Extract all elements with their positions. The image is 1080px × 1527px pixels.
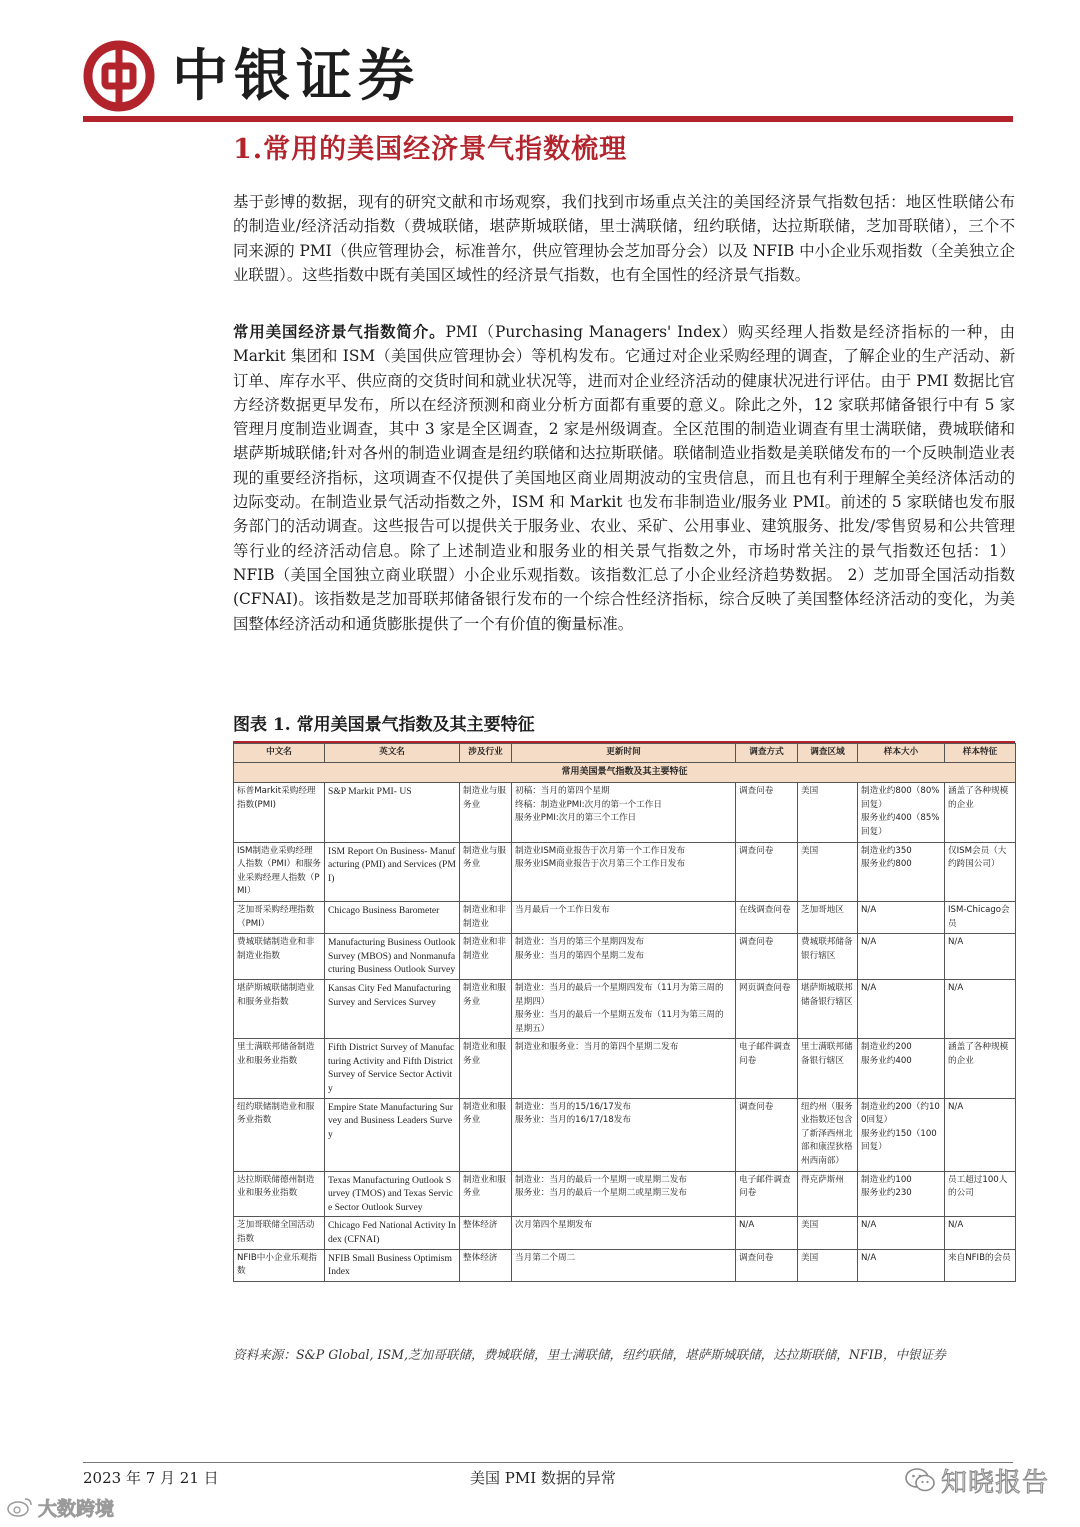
cell-line: 纽约州（服务业指数还包含了新泽西州北部和康涅狄格州西南部） [801,1101,853,1167]
cell-line: 制造业ISM商业报告于次月第一个工作日发布 [515,845,686,856]
cell-industry [460,901,512,933]
cell-line: Chicago Fed National Activity Index (CFNAI) [328,1220,456,1245]
cell-chinese-name [234,1217,325,1249]
cell-line: 服务业：当月的第四个星期二发布 [515,950,644,961]
cell-line: 网页调查问卷 [739,982,791,993]
paragraph-lead: 常用美国经济景气指数简介。 [233,323,446,341]
cell-line: 在线调查问卷 [739,904,791,915]
cell-line: 堪萨斯城联邦储备银行辖区 [801,982,853,1007]
cell-line: Kansas City Fed Manufacturing Survey and Services Survey [328,982,451,1008]
bank-of-china-logo-icon [83,40,155,112]
cell-sample-feature [945,1217,1016,1249]
cell-line: 里士满联邦储备制造业和服务业指数 [237,1042,315,1066]
cell-industry [460,979,512,1038]
cell-line: 制造业和服务业 [463,1042,506,1066]
cell-chinese-name [234,934,325,980]
cell-line: 制造业与服务业 [463,845,506,870]
column-header: 样本特征 [945,744,1016,763]
cell-line: 芝加哥地区 [801,904,844,915]
figure-title: 图表 1. 常用美国景气指数及其主要特征 [233,715,535,735]
paragraph-body: PMI（Purchasing Managers' Index）购买经理人指数是经济指标的一种，由 Markit 集团和 ISM（美国供应管理协会）等机构发布。它通过对企业采购经理的调查，了解企业的生产活动、新订单、库存水平、供应商的交货时间和就业状况等，进而对企业经济活动的健康状况进行评估。由于 PMI 数据比官方经济数据更早发布，所以在经济预测和商业分析方面都有重要的意义。除此之外，12 家联邦储备银行中有 5 家管理月度制造业调查，其中 3 家是全区调查，2 家是州级调查。全区范围的制造业调查有里士满联储，费城联储和堪萨斯城联储;针对各州的制造业调查是纽约联储和达拉斯联储。联储制造业指数是美联储发布的一个反映制造业表现的重要经济指标，这项调查不仅提供了美国地区商业周期波动的宝贵信息，而且也有利于理解全美经济体活动的边际变动。在制造业景气活动指数之外，ISM 和 Markit 也发布非制造业/服务业 PMI。前述的 5 家联储也发布服务部门的活动调查。这些报告可以提供关于服务业、农业、采矿、公用事业、建筑服务、批发/零售贸易和公共管理等行业的经济活动信息。除了上述制造业和服务业的相关景气指数之外，市场时常关注的景气指数还包括：1）NFIB（美国全国独立商业联盟）小企业乐观指数。该指数汇总了小企业经济趋势数据。 2）芝加哥全国活动指数(CFNAI)。该指数是芝加哥联邦储备银行发布的一个综合性经济指标，综合反映了美国整体经济活动的变化，为美国整体经济活动和通货膨胀提供了一个有价值的衡量标准。 [233,323,1015,633]
cell-english-name [325,901,460,933]
cell-english-name [325,979,460,1038]
cell-sample-feature [945,1039,1016,1098]
cell-line: 调查问卷 [739,937,774,948]
cell-line: 芝加哥联储全国活动指数 [237,1220,315,1244]
table-row [234,1098,1016,1171]
cell-survey-region [798,1217,858,1249]
cell-line: Fifth District Survey of Manufacturing Activity and Fifth District Survey of Service Sector Activity [328,1042,455,1095]
cell-line: 电子邮件调查问卷 [739,1042,791,1066]
cell-survey-region [798,783,858,842]
cell-line: 制造业约350 [861,845,912,856]
cell-survey-method [736,842,798,901]
cell-line: 制造业：当月的15/16/17发布 [515,1101,631,1112]
cell-line: 服务业：当月的最后一个星期五发布（11月为第三周的星期五） [515,1010,724,1034]
cell-line: 制造业约200（约100回复） [861,1101,940,1126]
cell-line: 涵盖了各种规模的企业 [948,1042,1009,1066]
cell-line: 制造业：当月的最后一个星期一或星期二发布 [515,1174,687,1185]
cell-sample-feature [945,979,1016,1038]
cell-survey-region [798,1098,858,1171]
cell-update-time [512,842,736,901]
header-divider [83,116,1013,122]
cell-line: 仅ISM会员（大约跨国公司） [948,845,1007,870]
cell-update-time [512,934,736,980]
cell-survey-method [736,934,798,980]
cell-industry [460,934,512,980]
cell-line: 整体经济 [463,1252,498,1263]
cell-update-time [512,1217,736,1249]
cell-survey-method [736,1217,798,1249]
cell-line: 费城联邦储备银行辖区 [801,937,853,961]
column-header: 样本大小 [858,744,945,763]
column-header: 涉及行业 [460,744,512,763]
weibo-icon [6,1496,34,1518]
cell-survey-region [798,1039,858,1098]
cell-update-time [512,1098,736,1171]
cell-line: NFIB Small Business Optimism Index [328,1252,452,1278]
cell-survey-region [798,842,858,901]
cell-line: 服务业：当月的最后一个星期二或星期三发布 [515,1188,687,1199]
intro-paragraph: 基于彭博的数据，现有的研究文献和市场观察，我们找到市场重点关注的美国经济景气指数包括：地区性联储公布的制造业/经济活动指数（费城联储，堪萨斯城联储，里士满联储，纽约联储，达拉斯联储，芝加哥联储），三个不同来源的 PMI（供应管理协会，标准普尔，供应管理协会芝加哥分会）以及 NFIB 中小企业乐观指数（全美独立企业联盟）。这些指数中既有美国区域性的经济景气指数，也有全国性的经济景气指数。 [233,193,1015,284]
table-row [234,842,1016,901]
cell-line: N/A [739,1220,755,1231]
cell-line: Manufacturing Business Outlook Survey (MBOS) and Nonmanufacturing Business Outlook Survey [328,937,456,976]
cell-line: 服务业约400（85%回复） [861,813,940,837]
table-row [234,934,1016,980]
cell-update-time [512,979,736,1038]
cell-english-name [325,1039,460,1098]
cell-sample-size [858,1249,945,1281]
cell-line: ISM制造业采购经理人指数（PMI）和服务业采购经理人指数（PMI） [237,845,321,897]
cell-line: 服务业约400 [861,1055,912,1066]
cell-line: 制造业约100 [861,1174,912,1185]
wechat-icon [905,1467,935,1493]
cell-line: 制造业约200 [861,1042,912,1053]
cell-line: 服务业约230 [861,1188,912,1199]
cell-line: 电子邮件调查问卷 [739,1174,791,1199]
cell-line: N/A [861,1252,877,1263]
cell-survey-region [798,901,858,933]
cell-english-name [325,934,460,980]
cell-line: Empire State Manufacturing Survey and Business Leaders Survey [328,1101,453,1140]
cell-line: 服务业约800 [861,859,912,870]
cell-line: 美国 [801,786,819,797]
cell-line: NFIB中小企业乐观指数 [237,1252,317,1277]
cell-line: N/A [948,1220,964,1231]
cell-chinese-name [234,1098,325,1171]
cell-english-name [325,842,460,901]
cell-update-time [512,1171,736,1217]
table-row [234,1039,1016,1098]
table-row [234,979,1016,1038]
cell-line: 涵盖了各种规模的企业 [948,786,1009,810]
watermark-text: 大数跨境 [38,1497,115,1520]
cell-survey-method [736,979,798,1038]
cell-line: 标普Markit采购经理指数(PMI) [237,786,316,810]
cell-sample-size [858,934,945,980]
cell-industry [460,1249,512,1281]
report-header [0,0,1080,125]
cell-sample-feature [945,1098,1016,1171]
cell-survey-region [798,1249,858,1281]
cell-industry [460,1098,512,1171]
table-row [234,783,1016,842]
cell-line: 当月第二个周二 [515,1252,576,1263]
cell-line: 制造业和服务业：当月的第四个星期二发布 [515,1042,679,1053]
table-row [234,1217,1016,1249]
cell-sample-size [858,842,945,901]
cell-sample-size [858,1098,945,1171]
cell-line: Chicago Business Barometer [328,904,440,916]
cell-chinese-name [234,842,325,901]
cell-survey-region [798,1171,858,1217]
cell-line: N/A [861,982,877,993]
cell-update-time [512,1249,736,1281]
cell-line: N/A [948,937,964,948]
cell-line: 员工超过100人的公司 [948,1174,1008,1199]
cell-line: 芝加哥采购经理指数（PMI） [237,904,315,929]
cell-survey-region [798,934,858,980]
cell-line: N/A [861,1220,877,1231]
cell-line: 费城联储制造业和非制造业指数 [237,937,315,961]
cell-update-time [512,783,736,842]
cell-line: 制造业与服务业 [463,786,506,810]
cell-chinese-name [234,1039,325,1098]
cell-survey-method [736,1171,798,1217]
table-caption: 常用美国景气指数及其主要特征 [234,762,1016,783]
cell-line: 制造业和非制造业 [463,937,506,961]
cell-update-time [512,901,736,933]
cell-survey-method [736,1098,798,1171]
cell-sample-feature [945,783,1016,842]
cell-line: 当月最后一个工作日发布 [515,904,610,915]
cell-line: 服务业PMI:次月的第三个工作日 [515,813,637,824]
cell-survey-method [736,901,798,933]
cell-sample-size [858,979,945,1038]
table-row [234,901,1016,933]
source-note: 资料来源：S&P Global, ISM,芝加哥联储，费城联储，里士满联储，纽约联储，堪萨斯城联储，达拉斯联储，NFIB，中银证券 [233,1347,946,1362]
cell-sample-feature [945,1171,1016,1217]
cell-industry [460,842,512,901]
cell-survey-method [736,1039,798,1098]
section-title: 1.常用的美国经济景气指数梳理 [233,134,628,165]
cell-english-name [325,1098,460,1171]
cell-industry [460,1217,512,1249]
cell-chinese-name [234,783,325,842]
cell-line: 调查问卷 [739,845,774,856]
cell-line: 制造业和服务业 [463,982,506,1007]
cell-chinese-name [234,901,325,933]
cell-line: 服务业：当月的16/17/18发布 [515,1115,631,1126]
cell-chinese-name [234,1171,325,1217]
table-row [234,1171,1016,1217]
cell-sample-feature [945,842,1016,901]
cell-line: 纽约联储制造业和服务业指数 [237,1101,315,1126]
cell-line: 堪萨斯城联储制造业和服务业指数 [237,982,315,1007]
footer-doc-title: 美国 PMI 数据的异常 [470,1469,616,1487]
cell-update-time [512,1039,736,1098]
cell-english-name [325,1171,460,1217]
indices-table [233,743,1016,1282]
cell-industry [460,1039,512,1098]
cell-line: Texas Manufacturing Outlook Survey (TMOS) and Texas Service Sector Outlook Survey [328,1174,453,1213]
cell-line: 制造业和非制造业 [463,904,506,929]
cell-line: 制造业和服务业 [463,1174,506,1199]
footer-date: 2023 年 7 月 21 日 [83,1469,219,1487]
table-body [234,783,1016,1282]
cell-line: 整体经济 [463,1220,498,1231]
cell-line: N/A [948,1101,964,1112]
cell-industry [460,1171,512,1217]
watermark-text: 知晓报告 [941,1467,1050,1498]
table-caption-row [234,762,1016,783]
cell-line: 制造业和服务业 [463,1101,506,1126]
cell-chinese-name [234,1249,325,1281]
watermark-dashu [6,1492,114,1522]
cell-english-name [325,1249,460,1281]
column-header: 调查方式 [736,744,798,763]
cell-line: 制造业：当月的最后一个星期四发布（11月为第三周的星期四） [515,982,724,1007]
cell-line: 来自NFIB的会员 [948,1252,1011,1263]
cell-line: 服务业ISM商业报告于次月第三个工作日发布 [515,859,686,870]
cell-line: 次月第四个星期发布 [515,1220,593,1231]
cell-line: N/A [861,904,877,915]
cell-line: 初稿：当月的第四个星期 [515,786,610,797]
cell-line: ISM-Chicago会员 [948,904,1010,929]
cell-survey-region [798,979,858,1038]
indices-table-wrap [233,743,1015,1282]
cell-line: 美国 [801,1252,819,1263]
column-header: 中文名 [234,744,325,763]
cell-line: 达拉斯联储德州制造业和服务业指数 [237,1174,315,1199]
cell-line: 美国 [801,845,819,856]
cell-line: 终稿：制造业PMI:次月的第一个工作日 [515,799,662,810]
watermark-zhixiao [905,1460,1049,1500]
cell-line: 里士满联邦储备银行辖区 [801,1042,853,1066]
cell-chinese-name [234,979,325,1038]
cell-english-name [325,783,460,842]
cell-survey-method [736,1249,798,1281]
cell-sample-feature [945,934,1016,980]
cell-line: 服务业约150（100回复） [861,1128,937,1153]
column-header: 调查区域 [798,744,858,763]
pmi-intro-paragraph [233,320,1015,636]
cell-line: 调查问卷 [739,786,774,797]
footer-divider [83,1462,1013,1463]
cell-sample-size [858,783,945,842]
cell-sample-feature [945,1249,1016,1281]
cell-sample-size [858,1039,945,1098]
cell-sample-size [858,901,945,933]
cell-survey-method [736,783,798,842]
cell-line: 制造业：当月的第三个星期四发布 [515,937,644,948]
cell-sample-size [858,1217,945,1249]
cell-line: N/A [948,982,964,993]
cell-english-name [325,1217,460,1249]
cell-line: ISM Report On Business- Manufacturing (PMI) and Services (PMI) [328,845,456,884]
table-header-row [234,744,1016,763]
cell-industry [460,783,512,842]
cell-sample-size [858,1171,945,1217]
brand-name: 中银证券 [172,43,420,109]
cell-line: N/A [861,937,877,948]
cell-line: S&P Markit PMI- US [328,786,412,798]
cell-line: 制造业约800（80%回复） [861,786,940,810]
cell-sample-feature [945,901,1016,933]
column-header: 更新时间 [512,744,736,763]
table-row [234,1249,1016,1281]
column-header: 英文名 [325,744,460,763]
cell-line: 得克萨斯州 [801,1174,844,1185]
cell-line: 美国 [801,1220,819,1231]
cell-line: 调查问卷 [739,1101,774,1112]
cell-line: 调查问卷 [739,1252,774,1263]
